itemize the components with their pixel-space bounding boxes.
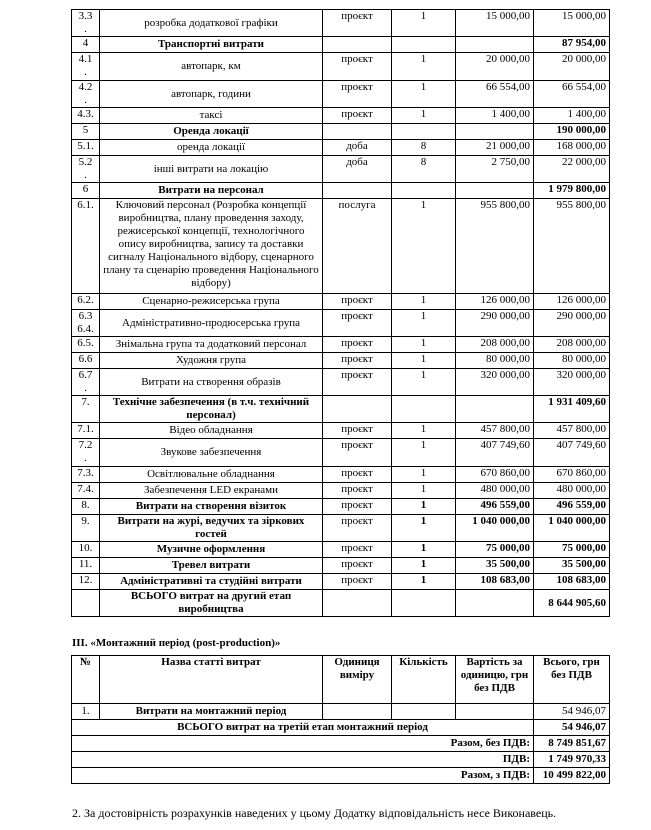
- row-name: Художня група: [100, 353, 323, 369]
- sum-no-vat-label: Разом, без ПДВ:: [72, 736, 534, 752]
- row-unit: [323, 37, 392, 53]
- total-row: [72, 590, 610, 617]
- row-qty: [392, 37, 456, 53]
- row-price: 480 000,00: [456, 483, 534, 499]
- row-price: 126 000,00: [456, 294, 534, 310]
- row-total: 670 860,00: [534, 467, 610, 483]
- row-unit: проєкт: [323, 294, 392, 310]
- row-unit: доба: [323, 156, 392, 183]
- sum-vat-value: 10 499 822,00: [534, 768, 610, 784]
- row-price: 80 000,00: [456, 353, 534, 369]
- row-name: оренда локації: [100, 140, 323, 156]
- table-row: [72, 423, 610, 439]
- row-name: Адміністративно-продюсерська група: [100, 310, 323, 337]
- row-name: Транспортні витрати: [100, 37, 323, 53]
- table-row: [72, 558, 610, 574]
- row-total: 66 554,00: [534, 81, 610, 108]
- row-unit: проєкт: [323, 369, 392, 396]
- row-unit: проєкт: [323, 53, 392, 81]
- row-price: [456, 183, 534, 199]
- row-price: 20 000,00: [456, 53, 534, 81]
- row-number: 7.1.: [72, 423, 100, 439]
- row-qty: 1: [392, 310, 456, 337]
- row-number: [72, 590, 100, 617]
- row-name: Витрати на монтажний період: [100, 704, 323, 720]
- row-name: Адміністративні та студійні витрати: [100, 574, 323, 590]
- table-row: [72, 156, 610, 183]
- sum-no-vat-value: 8 749 851,67: [534, 736, 610, 752]
- row-total: 457 800,00: [534, 423, 610, 439]
- table-row: [72, 499, 610, 515]
- row-name: Забезпечення LED екранами: [100, 483, 323, 499]
- table-row: [72, 353, 610, 369]
- row-total: 75 000,00: [534, 542, 610, 558]
- row-name: Витрати на журі, ведучих та зіркових гостей: [100, 515, 323, 542]
- row-total: 208 000,00: [534, 337, 610, 353]
- header-unit: Одиниця виміру: [323, 656, 392, 704]
- table-row: [72, 337, 610, 353]
- row-total: 1 979 800,00: [534, 183, 610, 199]
- row-number: 1.: [72, 704, 100, 720]
- row-qty: 1: [392, 542, 456, 558]
- table-row: [72, 53, 610, 81]
- row-qty: 8: [392, 140, 456, 156]
- row-qty: 1: [392, 483, 456, 499]
- header-name: Назва статті витрат: [100, 656, 323, 704]
- row-number: 7.: [72, 396, 100, 423]
- row-price: 35 500,00: [456, 558, 534, 574]
- row-number: 6.5.: [72, 337, 100, 353]
- row-name: таксі: [100, 108, 323, 124]
- row-price: 108 683,00: [456, 574, 534, 590]
- row-price: 290 000,00: [456, 310, 534, 337]
- row-unit: проєкт: [323, 310, 392, 337]
- total-label: ВСЬОГО витрат на третій етап монтажний період: [72, 720, 534, 736]
- row-unit: [323, 704, 392, 720]
- cost-table-stage2: [71, 9, 610, 617]
- row-qty: [392, 704, 456, 720]
- row-qty: 1: [392, 199, 456, 294]
- row-price: [456, 396, 534, 423]
- row-qty: 1: [392, 558, 456, 574]
- row-name: Сценарно-режисерська група: [100, 294, 323, 310]
- row-unit: проєкт: [323, 515, 392, 542]
- row-qty: [392, 396, 456, 423]
- header-price: Вартість за одиницю, грн без ПДВ: [456, 656, 534, 704]
- row-price: [456, 124, 534, 140]
- vat-row: [72, 752, 610, 768]
- header-total: Всього, грн без ПДВ: [534, 656, 610, 704]
- table-row: [72, 369, 610, 396]
- row-price: 1 040 000,00: [456, 515, 534, 542]
- row-price: 407 749,60: [456, 439, 534, 467]
- header-number: №: [72, 656, 100, 704]
- row-price: 1 400,00: [456, 108, 534, 124]
- row-unit: проєкт: [323, 439, 392, 467]
- row-total: 1 040 000,00: [534, 515, 610, 542]
- vat-value: 1 749 970,33: [534, 752, 610, 768]
- row-name: Технічне забезпечення (в т.ч. технічний персонал): [100, 396, 323, 423]
- row-qty: 1: [392, 467, 456, 483]
- row-price: 75 000,00: [456, 542, 534, 558]
- row-total: 407 749,60: [534, 439, 610, 467]
- row-qty: 1: [392, 10, 456, 37]
- row-total: 8 644 905,60: [534, 590, 610, 617]
- row-qty: 1: [392, 294, 456, 310]
- table-row: [72, 515, 610, 542]
- row-number: 5.1.: [72, 140, 100, 156]
- row-unit: проєкт: [323, 423, 392, 439]
- total-row: [72, 720, 610, 736]
- row-number: 5: [72, 124, 100, 140]
- row-number: 6.2.: [72, 294, 100, 310]
- table-row: [72, 294, 610, 310]
- row-qty: [392, 124, 456, 140]
- row-price: 670 860,00: [456, 467, 534, 483]
- row-unit: проєкт: [323, 558, 392, 574]
- row-total: 955 800,00: [534, 199, 610, 294]
- row-unit: проєкт: [323, 542, 392, 558]
- cost-table-stage3: [71, 655, 610, 784]
- row-total: 87 954,00: [534, 37, 610, 53]
- row-number: 7.4.: [72, 483, 100, 499]
- row-name: Відео обладнання: [100, 423, 323, 439]
- row-name: Витрати на створення образів: [100, 369, 323, 396]
- row-unit: проєкт: [323, 467, 392, 483]
- row-number: 6.3 6.4.: [72, 310, 100, 337]
- table-row: [72, 199, 610, 294]
- row-unit: проєкт: [323, 10, 392, 37]
- row-qty: 1: [392, 423, 456, 439]
- row-qty: 1: [392, 574, 456, 590]
- row-total: 1 400,00: [534, 108, 610, 124]
- row-name: Музичне оформлення: [100, 542, 323, 558]
- row-number: 6: [72, 183, 100, 199]
- row-number: 12.: [72, 574, 100, 590]
- row-number: 4.2 .: [72, 81, 100, 108]
- row-name: інші витрати на локацію: [100, 156, 323, 183]
- row-unit: [323, 183, 392, 199]
- table-row: [72, 467, 610, 483]
- table-row: [72, 183, 610, 199]
- row-price: [456, 37, 534, 53]
- row-total: 54 946,07: [534, 704, 610, 720]
- row-total: 168 000,00: [534, 140, 610, 156]
- row-unit: проєкт: [323, 574, 392, 590]
- row-name: автопарк, години: [100, 81, 323, 108]
- row-price: 21 000,00: [456, 140, 534, 156]
- row-unit: [323, 124, 392, 140]
- row-unit: проєкт: [323, 337, 392, 353]
- row-unit: доба: [323, 140, 392, 156]
- row-qty: 1: [392, 53, 456, 81]
- row-qty: 8: [392, 156, 456, 183]
- table-row: [72, 310, 610, 337]
- row-price: 955 800,00: [456, 199, 534, 294]
- row-number: 8.: [72, 499, 100, 515]
- row-price: 15 000,00: [456, 10, 534, 37]
- row-unit: [323, 396, 392, 423]
- row-total: 190 000,00: [534, 124, 610, 140]
- row-name: Оренда локації: [100, 124, 323, 140]
- row-price: 208 000,00: [456, 337, 534, 353]
- table-row: [72, 396, 610, 423]
- row-qty: 1: [392, 515, 456, 542]
- row-number: 9.: [72, 515, 100, 542]
- table-row: [72, 124, 610, 140]
- row-name: Ключовий персонал (Розробка концепції виробництва, плану проведення заходу, режисерської концепції, технологічного опису виробництва, запису та доставки сигналу Національного відбору, сценарного плану та сценарію проведення Національного відбору): [100, 199, 323, 294]
- row-price: 2 750,00: [456, 156, 534, 183]
- table-row: [72, 542, 610, 558]
- row-unit: проєкт: [323, 353, 392, 369]
- row-number: 3.3 .: [72, 10, 100, 37]
- row-price: 496 559,00: [456, 499, 534, 515]
- row-qty: 1: [392, 499, 456, 515]
- header-row: [72, 656, 610, 704]
- row-number: 4.3.: [72, 108, 100, 124]
- vat-label: ПДВ:: [72, 752, 534, 768]
- row-name: Звукове забезпечення: [100, 439, 323, 467]
- row-number: 7.3.: [72, 467, 100, 483]
- row-name: Тревел витрати: [100, 558, 323, 574]
- table-row: [72, 108, 610, 124]
- row-name: автопарк, км: [100, 53, 323, 81]
- table-row: [72, 37, 610, 53]
- row-total: 320 000,00: [534, 369, 610, 396]
- row-name: Витрати на створення візиток: [100, 499, 323, 515]
- row-unit: [323, 590, 392, 617]
- row-number: 11.: [72, 558, 100, 574]
- table-row: [72, 439, 610, 467]
- row-total: 108 683,00: [534, 574, 610, 590]
- header-qty: Кількість: [392, 656, 456, 704]
- row-price: [456, 590, 534, 617]
- row-name: Знімальна група та додатковий персонал: [100, 337, 323, 353]
- row-qty: 1: [392, 81, 456, 108]
- row-total: 290 000,00: [534, 310, 610, 337]
- row-price: 66 554,00: [456, 81, 534, 108]
- table-row: [72, 483, 610, 499]
- table-row: [72, 140, 610, 156]
- row-total: 22 000,00: [534, 156, 610, 183]
- sum-no-vat-row: [72, 736, 610, 752]
- row-total: 480 000,00: [534, 483, 610, 499]
- row-qty: [392, 183, 456, 199]
- sum-vat-row: [72, 768, 610, 784]
- total-value: 54 946,07: [534, 720, 610, 736]
- row-number: 6.6: [72, 353, 100, 369]
- row-qty: 1: [392, 369, 456, 396]
- row-total: 126 000,00: [534, 294, 610, 310]
- table-row: [72, 81, 610, 108]
- sum-vat-label: Разом, з ПДВ:: [72, 768, 534, 784]
- row-name: ВСЬОГО витрат на другий етап виробництва: [100, 590, 323, 617]
- table-row: [72, 10, 610, 37]
- row-number: 10.: [72, 542, 100, 558]
- row-number: 4: [72, 37, 100, 53]
- row-qty: 1: [392, 108, 456, 124]
- row-total: 80 000,00: [534, 353, 610, 369]
- table-row: [72, 574, 610, 590]
- row-name: Витрати на персонал: [100, 183, 323, 199]
- row-qty: 1: [392, 439, 456, 467]
- row-total: 15 000,00: [534, 10, 610, 37]
- row-unit: проєкт: [323, 483, 392, 499]
- row-price: 320 000,00: [456, 369, 534, 396]
- section-title: ІІІ. «Монтажний період (post-production)»: [72, 637, 281, 649]
- row-qty: 1: [392, 353, 456, 369]
- row-total: 35 500,00: [534, 558, 610, 574]
- row-unit: проєкт: [323, 81, 392, 108]
- row-total: 1 931 409,60: [534, 396, 610, 423]
- row-number: 5.2 .: [72, 156, 100, 183]
- table-row: [72, 704, 610, 720]
- row-qty: 1: [392, 337, 456, 353]
- row-name: Освітлювальне обладнання: [100, 467, 323, 483]
- row-price: 457 800,00: [456, 423, 534, 439]
- row-number: 6.1.: [72, 199, 100, 294]
- row-total: 20 000,00: [534, 53, 610, 81]
- row-unit: проєкт: [323, 108, 392, 124]
- row-name: розробка додаткової графіки: [100, 10, 323, 37]
- footnote: 2. За достовірність розрахунків наведених у цьому Додатку відповідальність несе Виконавець.: [72, 806, 557, 820]
- row-qty: [392, 590, 456, 617]
- row-number: 4.1 .: [72, 53, 100, 81]
- row-unit: проєкт: [323, 499, 392, 515]
- row-price: [456, 704, 534, 720]
- row-total: 496 559,00: [534, 499, 610, 515]
- row-unit: послуга: [323, 199, 392, 294]
- row-number: 7.2 .: [72, 439, 100, 467]
- row-number: 6.7 .: [72, 369, 100, 396]
